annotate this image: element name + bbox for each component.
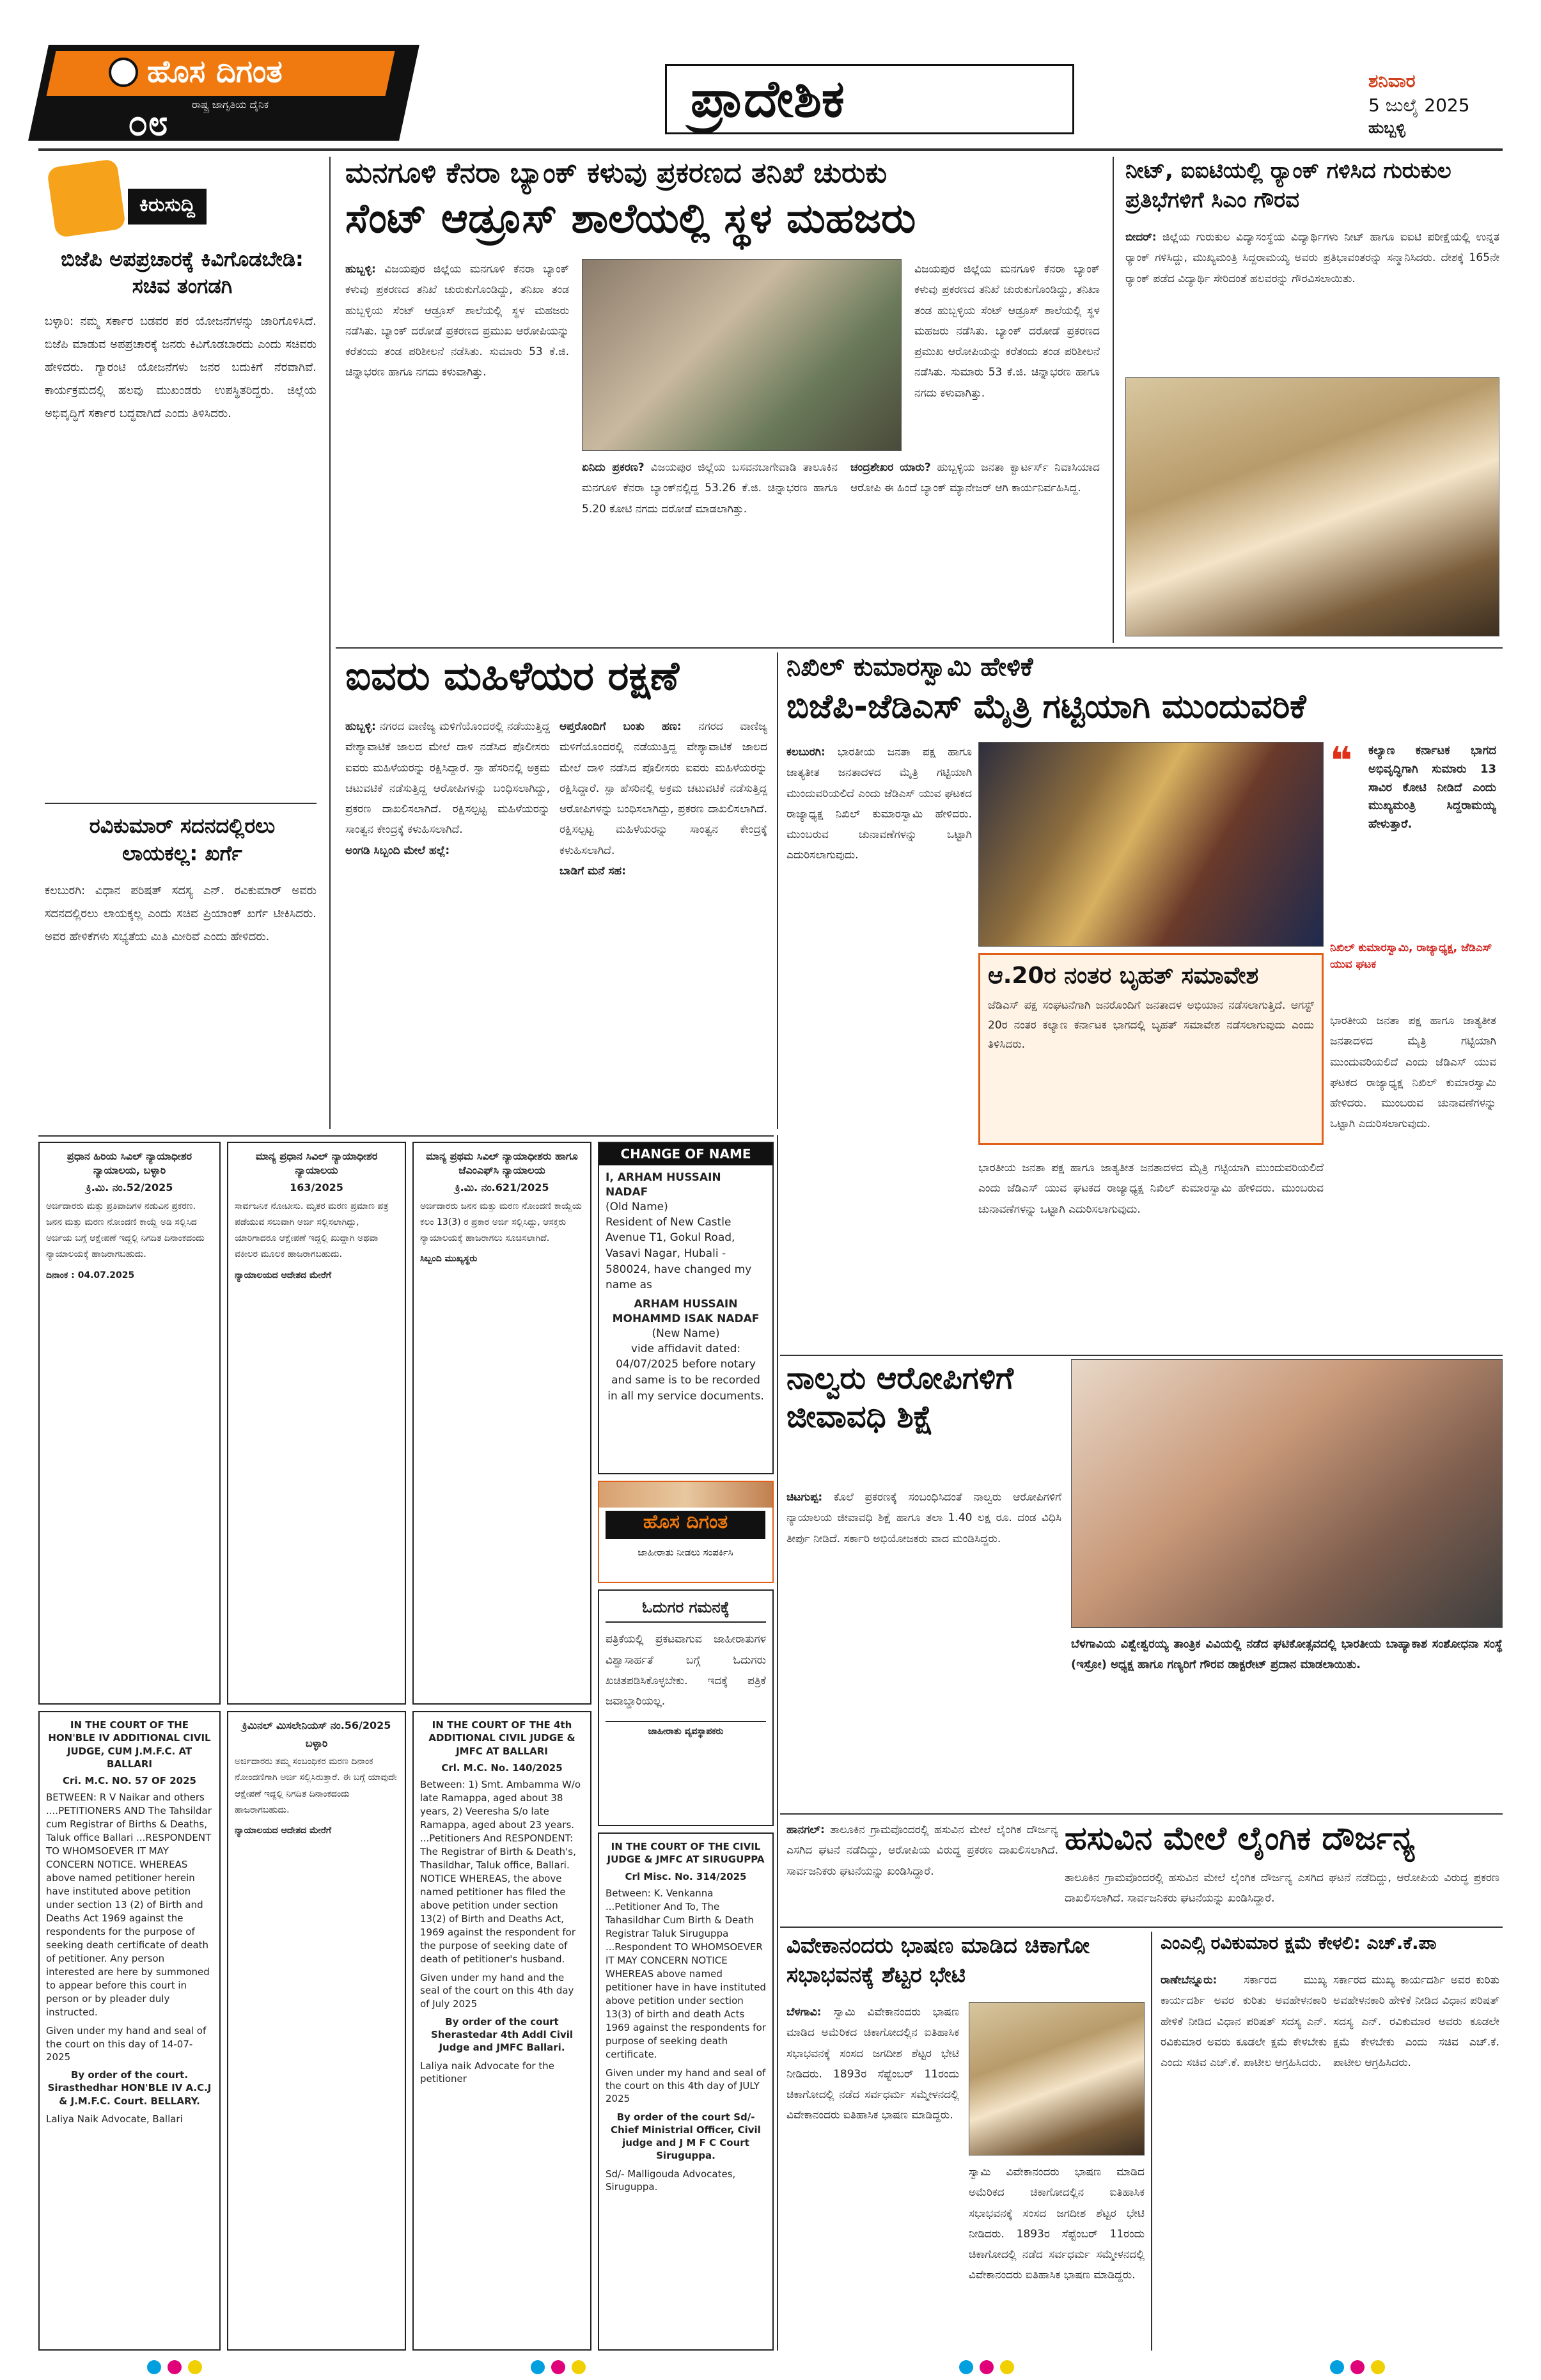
row-rule-3	[780, 1355, 1503, 1356]
kirusuddi-hand-icon	[47, 159, 126, 238]
ink-dot-cyan	[531, 2360, 545, 2374]
ink-dot-yellow	[572, 2360, 586, 2374]
cow-body-text: ತಾಲೂಕಿನ ಗ್ರಾಮವೊಂದರಲ್ಲಿ ಹಸುವಿನ ಮೇಲೆ ಲೈಂಗಿಕ ದೌರ್ಜನ್ಯ ಎಸಗಿದ ಘಟನೆ ನಡೆದಿದ್ದು, ಆರೋಪಿಯ ವಿರುದ್ಧ ಪ್ರಕರಣ ದಾಖಲಿಸಲಾಗಿದೆ. ಸಾರ್ವಜನಿಕರು ಘಟನೆಯನ್ನು ಖಂಡಿಸಿದ್ದಾರೆ.	[786, 1824, 1058, 1878]
vivek-body-col2: ಸ್ವಾಮಿ ವಿವೇಕಾನಂದರು ಭಾಷಣ ಮಾಡಿದ ಅಮೆರಿಕದ ಚಿಕಾಗೋದಲ್ಲಿನ ಐತಿಹಾಸಿಕ ಸಭಾಭವನಕ್ಕೆ ಸಂಸದ ಜಗದೀಶ ಶೆಟ್ಟರ ಭೇಟಿ ನೀಡಿದರು. 1893ರ ಸೆಪ್ಟೆಂಬರ್ 11ರಂದು ಚಿಕಾಗೋದಲ್ಲಿ ನಡೆದ ಸರ್ವಧರ್ಮ ಸಮ್ಮೇಳನದಲ್ಲಿ ವಿವೇಕಾನಂದರು ಐತಿಹಾಸಿಕ ಭಾಷಣ ಮಾಡಿದ್ದರು.	[969, 2166, 1145, 2282]
life-body	[786, 1487, 1061, 1801]
row-rule-1	[336, 647, 1503, 649]
belagavi-caption: ಬೆಳಗಾವಿಯ ವಿಶ್ವೇಶ್ವರಯ್ಯ ತಾಂತ್ರಿಕ ವಿವಿಯಲ್ಲಿ ನಡೆದ ಘಟಿಕೋತ್ಸವದಲ್ಲಿ ಭಾರತೀಯ ಬಾಹ್ಯಾಕಾಶ ಸಂಶೋಧನಾ ಸಂಸ್ಥೆ (ಇಸ್ರೋ) ಅಧ್ಯಕ್ಷ ಹಾಗೂ ಗಣ್ಯರಿಗೆ ಗೌರವ ಡಾಕ್ಟರೇಟ್ ಪ್ರದಾನ ಮಾಡಲಾಯಿತು.	[1071, 1637, 1503, 1672]
gamanakke-title: ಓದುಗರ ಗಮನಕ್ಕೆ	[606, 1597, 766, 1623]
notice-kan-1-title: ಪ್ರಧಾನ ಹಿರಿಯ ಸಿವಿಲ್ ನ್ಯಾಯಾಧೀಶರ ನ್ಯಾಯಾಲಯ, ಬಳ್ಳಾರಿ	[66, 1150, 192, 1176]
con-new-name: ARHAM HUSSAIN MOHAMMD ISAK NADAF	[612, 1298, 760, 1325]
col-rule-3	[777, 652, 778, 1129]
row-rule-2	[38, 1135, 774, 1137]
vivek-body	[786, 2002, 959, 2347]
kirusuddi-item1-title: ಬಿಜೆಪಿ ಅಪಪ್ರಚಾರಕ್ಕೆ ಕಿವಿಗೊಡಬೇಡಿ: ಸಚಿವ ತಂಗಡಗಿ	[61, 247, 304, 298]
ink-dot-cyan	[1330, 2360, 1344, 2374]
neet-body	[1125, 227, 1499, 368]
nikhil-body-col3: ಭಾರತೀಯ ಜನತಾ ಪಕ್ಷ ಹಾಗೂ ಜಾತ್ಯತೀತ ಜನತಾದಳದ ಮೈತ್ರಿ ಗಟ್ಟಿಯಾಗಿ ಮುಂದುವರಿಯಲಿದೆ ಎಂದು ಜೆಡಿಎಸ್ ಯುವ ಘಟಕದ ರಾಜ್ಯಾಧ್ಯಕ್ಷ ನಿಖಿಲ್ ಕುಮಾರಸ್ವಾಮಿ ಹೇಳಿದರು. ಮುಂಬರುವ ಚುನಾವಣೆಗಳನ್ನು ಒಟ್ಟಾಗಿ ಎದುರಿಸಲಾಗುವುದು.	[1330, 1014, 1496, 1131]
court-notice-1	[38, 1711, 221, 2351]
dateline-city: ಹುಬ್ಬಳ್ಳಿ	[1368, 119, 1405, 137]
court3-body: Between: K. Venkanna ...Petitioner And To, The Tahasildhar Cum Birth & Death Registrar Taluk Siruguppa ...Respondent TO WHOMSOEVER IT MAY CONCERN NOTICE WHEREAS above named petitioner have in have instituted above petition under section 13(3) of birth and death Acts 1969 against the respondents for purpose of seeking death certificate.	[606, 1887, 766, 2060]
kirusuddi-divider	[45, 803, 317, 804]
neet-body-text: ಜಿಲ್ಲೆಯ ಗುರುಕುಲ ವಿದ್ಯಾಸಂಸ್ಥೆಯ ವಿದ್ಯಾರ್ಥಿಗಳು ನೀಟ್ ಹಾಗೂ ಐಐಟಿ ಪರೀಕ್ಷೆಯಲ್ಲಿ ಉನ್ನತ ರ‍್ಯಾಂಕ್ ಗಳಿಸಿದ್ದು, ಮುಖ್ಯಮಂತ್ರಿ ಸಿದ್ದರಾಮಯ್ಯ ಅವರು ಪ್ರತಿಭಾವಂತರನ್ನು ಸನ್ಮಾನಿಸಿದರು. ದೇಶಕ್ಕೆ 165ನೇ ರ‍್ಯಾಂಕ್ ಪಡೆದ ವಿದ್ಯಾರ್ಥಿ ಸೇರಿದಂತೆ ಹಲವರನ್ನು ಗೌರವಿಸಲಾಯಿತು.	[1125, 231, 1499, 285]
court1-body: BETWEEN: R V Naikar and others ....PETITIONERS AND The Tahsildar cum Registrar of Births & Deaths, Taluk office Ballari ...RESPONDENT TO WHOMSOEVER IT MAY CONCERN NOTICE. WHEREAS above named petitioner herein have instituted above petition under section 13 (2) of Birth and Deaths Act 1969 against the respondents for the purpose of seeking death certificate of death of petitioner. Any person interested are here by summoned to appear before this court in person or by pleader duly instructed.	[46, 1792, 212, 2019]
notice-kan-3-no: ಕ್ರಿ.ಮಿ. ನಂ.621/2025	[455, 1181, 549, 1194]
vivek-story	[783, 1932, 1148, 2351]
masthead-rule	[38, 148, 1503, 151]
nikhil-kicker: ನಿಖಿಲ್ ಕುಮಾರಸ್ವಾಮಿ ಹೇಳಿಕೆ	[786, 652, 1033, 682]
con-body: Resident of New Castle Avenue T1, Gokul Road, Vasavi Nagar, Hubali - 580024, have changed my name as	[606, 1215, 752, 1292]
hosadiganta-ad-logo: ಹೊಸ ದಿಗಂತ	[606, 1511, 765, 1539]
court2-adv: Laliya naik Advocate for the petitioner	[420, 2060, 554, 2084]
ink-registration-right	[959, 2360, 1049, 2376]
ink-registration-mid	[531, 2360, 620, 2376]
gamanakke-ad	[598, 1589, 774, 1826]
lamp-icon	[109, 58, 138, 87]
notice-kan-2-no: 163/2025	[290, 1181, 343, 1194]
notice-kan-2-footer: ನ್ಯಾಯಾಲಯದ ಆದೇಶದ ಮೇರೆಗೆ	[235, 1270, 332, 1281]
court2-body: Between: 1) Smt. Ambamma W/o late Ramappa, aged about 38 years, 2) Veeresha S/o late Ramappa, aged about 23 years. ...Petitioners And RESPONDENT: The Registrar of Birth & Death's, Thasildhar, Taluk office, Ballari. NOTICE WHEREAS, the above named petitioner has filed the above petition under section 13(2) of Birth and Deaths Act, 1969 against the respondent for the purpose of seeking date of death of petitioner's husband.	[420, 1779, 581, 1965]
nikhil-box-body: ಜೆಡಿಎಸ್ ಪಕ್ಷ ಸಂಘಟನೆಗಾಗಿ ಜನರೊಂದಿಗೆ ಜನತಾದಳ ಅಭಿಯಾನ ನಡೆಸಲಾಗುತ್ತಿದೆ. ಆಗಸ್ಟ್ 20ರ ನಂತರ ಕಲ್ಯಾಣ ಕರ್ನಾಟಕ ಭಾಗದಲ್ಲಿ ಬೃಹತ್ ಸಮಾವೇಶ ನಡೆಸಲಾಗುವುದು ಎಂದು ತಿಳಿಸಿದರು.	[988, 999, 1314, 1052]
rescue-body-text-2: ನಗರದ ವಾಣಿಜ್ಯ ಮಳಿಗೆಯೊಂದರಲ್ಲಿ ನಡೆಯುತ್ತಿದ್ದ ವೇಶ್ಯಾವಾಟಿಕೆ ಜಾಲದ ಮೇಲೆ ದಾಳಿ ನಡೆಸಿದ ಪೊಲೀಸರು ಐವರು ಮಹಿಳೆಯರನ್ನು ರಕ್ಷಿಸಿದ್ದಾರೆ. ಸ್ಪಾ ಹೆಸರಿನಲ್ಲಿ ಅಕ್ರಮ ಚಟುವಟಿಕೆ ನಡೆಸುತ್ತಿದ್ದ ಆರೋಪಿಗಳನ್ನು ಬಂಧಿಸಲಾಗಿದ್ದು, ಪ್ರಕರಣ ದಾಖಲಿಸಲಾಗಿದೆ. ರಕ್ಷಿಸಲ್ಪಟ್ಟ ಮಹಿಳೆಯರನ್ನು ಸಾಂತ್ವನ ಕೇಂದ್ರಕ್ಕೆ ಕಳುಹಿಸಲಾಗಿದೆ.	[559, 720, 767, 857]
vivek-photo	[969, 2002, 1145, 2155]
mla-story	[1157, 1932, 1503, 2351]
nikhil-body	[786, 742, 972, 1343]
nikhil-quote: ಕಲ್ಯಾಣ ಕರ್ನಾಟಕ ಭಾಗದ ಅಭಿವೃದ್ಧಿಗಾಗಿ ಸುಮಾರು 13 ಸಾವಿರ ಕೋಟಿ ನೀಡಿದೆ ಎಂದು ಮುಖ್ಯಮಂತ್ರಿ ಸಿದ್ದರಾಮಯ್ಯ ಹೇಳುತ್ತಾರೆ.	[1368, 744, 1496, 831]
court1-misc: Cri. M.C. NO. 57 OF 2025	[63, 1775, 196, 1786]
rescue-headline: ಐವರು ಮಹಿಳೆಯರ ರಕ್ಷಣೆ	[345, 652, 680, 699]
belagavi-photo	[1071, 1359, 1503, 1628]
bank-headline: ಸೆಂಟ್ ಆಡ್ರೂಸ್ ಶಾಲೆಯಲ್ಲಿ ಸ್ಥಳ ಮಹಜರು	[345, 195, 916, 242]
notice-kan-1-footer: ದಿನಾಂಕ : 04.07.2025	[46, 1270, 135, 1281]
hosadiganta-ad	[598, 1481, 774, 1583]
cow-headline: ಹಸುವಿನ ಮೇಲೆ ಲೈಂಗಿಕ ದೌರ್ಜನ್ಯ	[1065, 1820, 1415, 1857]
kirusuddi-item2-body: ಕಲಬುರಗಿ: ವಿಧಾನ ಪರಿಷತ್ ಸದಸ್ಯ ಎನ್. ರವಿಕುಮಾರ್ ಅವರು ಸದನದಲ್ಲಿರಲು ಲಾಯಕ್ಕಲ್ಲ ಎಂದು ಸಚಿವ ಪ್ರಿಯಾಂಕ್ ಖರ್ಗೆ ಟೀಕಿಸಿದರು. ಅವರ ಹೇಳಿಕೆಗಳು ಸಭ್ಯತೆಯ ಮಿತಿ ಮೀರಿವೆ ಎಂದು ಹೇಳಿದರು.	[45, 884, 317, 943]
notice-kan-4-title: ಕ್ರಿಮಿನಲ್ ಮಿಸಲೇನಿಯಸ್ ನಂ.56/2025	[242, 1719, 391, 1731]
rescue-sub3: ಅಂಗಡಿ ಸಿಬ್ಬಂದಿ ಮೇಲೆ ಹಲ್ಲೆ:	[345, 844, 450, 857]
row-rule-5	[780, 1927, 1503, 1928]
kirusuddi-item1-body: ಬಳ್ಳಾರಿ: ನಮ್ಮ ಸರ್ಕಾರ ಬಡವರ ಪರ ಯೋಜನೆಗಳನ್ನು ಜಾರಿಗೊಳಿಸಿದೆ. ಬಿಜೆಪಿ ಮಾಡುವ ಅಪಪ್ರಚಾರಕ್ಕೆ ಜನರು ಕಿವಿಗೊಡಬಾರದು ಎಂದು ಸಚಿವರು ಹೇಳಿದರು. ಗ್ಯಾರಂಟಿ ಯೋಜನೆಗಳು ಜನರ ಬದುಕಿಗೆ ನೆರವಾಗಿವೆ. ಕಾರ್ಯಕ್ರಮದಲ್ಲಿ ಹಲವು ಮುಖಂಡರು ಉಪಸ್ಥಿತರಿದ್ದರು. ಜಿಲ್ಲೆಯ ಅಭಿವೃದ್ಧಿಗೆ ಸರ್ಕಾರ ಬದ್ಧವಾಗಿದೆ ಎಂದು ತಿಳಿಸಿದರು.	[45, 315, 317, 420]
court3-title: IN THE COURT OF THE CIVIL JUDGE & JMFC AT SIRUGUPPA	[607, 1841, 765, 1866]
court2-order: By order of the court Sherastedar 4th Addl Civil Judge and JMFC Ballari.	[430, 2015, 574, 2054]
notice-kan-4-body: ಅರ್ಜಿದಾರರು ತಮ್ಮ ಸಂಬಂಧಿಕರ ಮರಣ ದಿನಾಂಕ ನೋಂದಣಿಗಾಗಿ ಅರ್ಜಿ ಸಲ್ಲಿಸಿರುತ್ತಾರೆ. ಈ ಬಗ್ಗೆ ಯಾವುದೇ ಆಕ್ಷೇಪಣೆ ಇದ್ದಲ್ಲಿ ನಿಗದಿತ ದಿನಾಂಕದಂದು ಹಾಜರಾಗಬಹುದು.	[235, 1756, 397, 1815]
ink-dot-cyan	[147, 2360, 161, 2374]
ink-dot-magenta	[168, 2360, 182, 2374]
dateline-date: 5 ಜುಲೈ 2025	[1368, 95, 1470, 116]
ink-dot-yellow	[1371, 2360, 1385, 2374]
ink-dot-magenta	[551, 2360, 565, 2374]
ink-dot-magenta	[1350, 2360, 1365, 2374]
bank-body	[345, 259, 569, 636]
notice-kan-1-body: ಅರ್ಜಿದಾರರು ಮತ್ತು ಪ್ರತಿವಾದಿಗಳ ನಡುವಿನ ಪ್ರಕರಣ. ಜನನ ಮತ್ತು ಮರಣ ನೋಂದಣಿ ಕಾಯ್ದೆ ಅಡಿ ಸಲ್ಲಿಸಿದ ಅರ್ಜಿಯ ಬಗ್ಗೆ ಆಕ್ಷೇಪಣೆ ಇದ್ದಲ್ಲಿ ನಿಗದಿತ ದಿನಾಂಕದಂದು ನ್ಯಾಯಾಲಯಕ್ಕೆ ಹಾಜರಾಗಬಹುದು.	[46, 1201, 205, 1260]
court3-misc: Crl Misc. No. 314/2025	[625, 1870, 747, 1882]
kirusuddi-badge: ಕಿರುಸುದ್ದಿ	[128, 189, 207, 225]
dateline-day: ಶನಿವಾರ	[1368, 70, 1416, 91]
section-title: ಪ್ರಾದೇಶಿಕ	[691, 69, 845, 129]
neet-photo	[1125, 377, 1499, 636]
bank-sub2-body: ಹುಬ್ಬಳ್ಳಿಯ ಜನತಾ ಕ್ವಾರ್ಟರ್ಸ್ ನಿವಾಸಿಯಾದ ಆರೋಪಿ ಈ ಹಿಂದೆ ಬ್ಯಾಂಕ್ ಮ್ಯಾನೇಜರ್ ಆಗಿ ಕಾರ್ಯನಿರ್ವಹಿಸಿದ್ದ.	[850, 461, 1100, 495]
vivek-dateline: ಬೆಳಗಾವಿ:	[786, 2006, 822, 2019]
life-headline: ನಾಲ್ವರು ಆರೋಪಿಗಳಿಗೆ ಜೀವಾವಧಿ ಶಿಕ್ಷೆ	[786, 1360, 1013, 1435]
neet-story	[1122, 157, 1503, 643]
con-old-name: I, ARHAM HUSSAIN NADAF	[606, 1171, 721, 1199]
bank-sub2-title: ಚಂದ್ರಶೇಖರ ಯಾರು?	[850, 461, 931, 474]
notice-kan-3	[412, 1142, 591, 1705]
cow-body	[786, 1820, 1058, 1919]
ink-dot-cyan	[959, 2360, 973, 2374]
rescue-sub2: ಬಾಡಿಗೆ ಮನೆ ಸಹ:	[559, 865, 626, 878]
notice-kan-2-body: ಸಾರ್ವಜನಿಕ ನೋಟೀಸು. ಮೃತರ ಮರಣ ಪ್ರಮಾಣ ಪತ್ರ ಪಡೆಯುವ ಸಲುವಾಗಿ ಅರ್ಜಿ ಸಲ್ಲಿಸಲಾಗಿದ್ದು, ಯಾರಿಗಾದರೂ ಆಕ್ಷೇಪಣೆ ಇದ್ದಲ್ಲಿ ಖುದ್ದಾಗಿ ಅಥವಾ ವಕೀಲರ ಮೂಲಕ ಹಾಜರಾಗಬಹುದು.	[235, 1201, 389, 1260]
court1-title: IN THE COURT OF THE HON'BLE IV ADDITIONAL CIVIL JUDGE, CUM J.M.F.C. AT BALLARI	[48, 1719, 211, 1770]
nikhil-quote-box	[1330, 739, 1496, 998]
rescue-sub1: ಆಪ್ತರೊಂದಿಗೆ ಬಂತು ಹಣ:	[559, 720, 682, 733]
mla-body-col2: ಸರ್ಕಾರದ ಮುಖ್ಯ ಕಾರ್ಯದರ್ಶಿ ಅವರ ಕುರಿತು ಅವಹೇಳನಕಾರಿ ಹೇಳಿಕೆ ನೀಡಿದ ವಿಧಾನ ಪರಿಷತ್ ಸದಸ್ಯ ಎನ್. ರವಿಕುಮಾರ ಅವರು ಕೂಡಲೇ ಕ್ಷಮೆ ಕೇಳಬೇಕು ಎಂದು ಸಚಿವ ಎಚ್.ಕೆ. ಪಾಟೀಲ ಆಗ್ರಹಿಸಿದರು.	[1333, 1974, 1499, 2070]
ink-dot-yellow	[188, 2360, 202, 2374]
ink-registration-far	[1330, 2360, 1420, 2376]
life-dateline: ಚಿಟಗುಪ್ಪ:	[786, 1491, 823, 1504]
notice-kan-4-no: ಬಳ್ಳಾರಿ	[305, 1737, 328, 1749]
gamanakke-body: ಪತ್ರಿಕೆಯಲ್ಲಿ ಪ್ರಕಟವಾಗುವ ಜಾಹೀರಾತುಗಳ ವಿಶ್ವಾಸಾರ್ಹತೆ ಬಗ್ಗೆ ಓದುಗರು ಖಚಿತಪಡಿಸಿಕೊಳ್ಳಬೇಕು. ಇದಕ್ಕೆ ಪತ್ರಿಕೆ ಜವಾಬ್ದಾರಿಯಲ್ಲ.	[606, 1633, 766, 1708]
court2-given: Given under my hand and the seal of the court on this 4th day of July 2025	[420, 1972, 574, 2010]
rescue-dateline: ಹುಬ್ಬಳ್ಳಿ:	[345, 720, 376, 733]
court3-adv: Sd/- Malligouda Advocates, Siruguppa.	[606, 2168, 736, 2193]
change-of-name-ad	[598, 1142, 774, 1474]
notice-kan-2	[227, 1142, 406, 1705]
ink-dot-magenta	[980, 2360, 994, 2374]
court3-order: By order of the court Sd/- Chief Ministrial Officer, Civil judge and J M F C Court Siruguppa.	[611, 2111, 761, 2162]
kirusuddi-column	[38, 157, 323, 1129]
vivek-headline: ವಿವೇಕಾನಂದರು ಭಾಷಣ ಮಾಡಿದ ಚಿಕಾಗೋ ಸಭಾಭವನಕ್ಕೆ ಶೆಟ್ಟರ ಭೇಟಿ	[786, 1933, 1090, 1988]
bank-story	[339, 157, 1106, 643]
notice-kan-1-no: ಕ್ರಿ.ಮಿ. ನಂ.52/2025	[86, 1181, 173, 1194]
hosadiganta-ad-photo	[599, 1482, 772, 1508]
cow-story	[783, 1820, 1503, 1922]
bank-dateline: ಹುಬ್ಬಳ್ಳಿ:	[345, 263, 376, 276]
row-rule-4	[780, 1813, 1503, 1815]
bank-photo	[582, 259, 902, 451]
cow-dateline: ಹಾನಗಲ್:	[786, 1824, 825, 1836]
mla-headline: ಎಂಎಲ್ಸಿ ರವಿಕುಮಾರ ಕ್ಷಮೆ ಕೇಳಲಿ: ಎಚ್.ಕೆ.ಪಾ	[1161, 1932, 1437, 1953]
court-notice-3	[598, 1832, 774, 2351]
bank-body-text: ವಿಜಯಪುರ ಜಿಲ್ಲೆಯ ಮನಗೂಳಿ ಕೆನರಾ ಬ್ಯಾಂಕ್ ಕಳುವು ಪ್ರಕರಣದ ತನಿಖೆ ಚುರುಕುಗೊಂಡಿದ್ದು, ತನಿಖಾ ತಂಡ ಹುಬ್ಬಳ್ಳಿಯ ಸೆಂಟ್ ಆಡ್ರೂಸ್ ಶಾಲೆಯಲ್ಲಿ ಸ್ಥಳ ಮಹಜರು ನಡೆಸಿತು. ಬ್ಯಾಂಕ್ ದರೋಡೆ ಪ್ರಕರಣದ ಪ್ರಮುಖ ಆರೋಪಿಯನ್ನು ಕರೆತಂದು ತಂಡ ಪರಿಶೀಲನೆ ನಡೆಸಿತು. ಸುಮಾರು 53 ಕೆ.ಜಿ. ಚಿನ್ನಾಭರಣ ಹಾಗೂ ನಗದು ಕಳುವಾಗಿತ್ತು.	[345, 263, 569, 379]
court1-order: By order of the court. Sirasthedhar HON'BLE IV A.C.J & J.M.F.C. Court. BELLARY.	[47, 2069, 212, 2107]
nikhil-quote-author: ನಿಖಿಲ್ ಕುಮಾರಸ್ವಾಮಿ, ರಾಜ್ಯಾಧ್ಯಕ್ಷ, ಜೆಡಿಎಸ್ ಯುವ ಘಟಕ	[1330, 942, 1492, 971]
bank-sub-body: ವಿಜಯಪುರ ಜಿಲ್ಲೆಯ ಬಸವನಬಾಗೇವಾಡಿ ತಾಲೂಕಿನ ಮನಗೂಳಿ ಕೆನರಾ ಬ್ಯಾಂಕ್‌ನಲ್ಲಿದ್ದ 53.26 ಕೆ.ಜಿ. ಚಿನ್ನಾಭರಣ ಹಾಗೂ 5.20 ಕೋಟಿ ನಗದು ದರೋಡೆ ಮಾಡಲಾಗಿತ್ತು.	[582, 461, 838, 516]
rescue-body-text: ನಗರದ ವಾಣಿಜ್ಯ ಮಳಿಗೆಯೊಂದರಲ್ಲಿ ನಡೆಯುತ್ತಿದ್ದ ವೇಶ್ಯಾವಾಟಿಕೆ ಜಾಲದ ಮೇಲೆ ದಾಳಿ ನಡೆಸಿದ ಪೊಲೀಸರು ಐವರು ಮಹಿಳೆಯರನ್ನು ರಕ್ಷಿಸಿದ್ದಾರೆ. ಸ್ಪಾ ಹೆಸರಿನಲ್ಲಿ ಅಕ್ರಮ ಚಟುವಟಿಕೆ ನಡೆಸುತ್ತಿದ್ದ ಆರೋಪಿಗಳನ್ನು ಬಂಧಿಸಲಾಗಿದ್ದು, ಪ್ರಕರಣ ದಾಖಲಿಸಲಾಗಿದೆ. ರಕ್ಷಿಸಲ್ಪಟ್ಟ ಮಹಿಳೆಯರನ್ನು ಸಾಂತ್ವನ ಕೇಂದ್ರಕ್ಕೆ ಕಳುಹಿಸಲಾಗಿದೆ.	[345, 720, 550, 837]
quote-icon: ❝	[1330, 739, 1353, 784]
nikhil-headline: ಬಿಜೆಪಿ-ಜೆಡಿಎಸ್ ಮೈತ್ರಿ ಗಟ್ಟಿಯಾಗಿ ಮುಂದುವರಿಕೆ	[786, 688, 1306, 726]
con-old-label: (Old Name)	[606, 1200, 668, 1213]
notice-kan-3-footer: ಸಿಬ್ಬಂದಿ ಮುಖ್ಯಸ್ಥರು	[420, 1254, 478, 1265]
court2-misc: Crl. M.C. No. 140/2025	[441, 1761, 563, 1774]
notice-kan-3-body: ಅರ್ಜಿದಾರರು ಜನನ ಮತ್ತು ಮರಣ ನೋಂದಣಿ ಕಾಯ್ದೆಯ ಕಲಂ 13(3) ರ ಪ್ರಕಾರ ಅರ್ಜಿ ಸಲ್ಲಿಸಿದ್ದು, ಆಸಕ್ತರು ನ್ಯಾಯಾಲಯಕ್ಕೆ ಹಾಜರಾಗಲು ಸೂಚಿಸಲಾಗಿದೆ.	[420, 1201, 582, 1244]
bank-body-col4: ವಿಜಯಪುರ ಜಿಲ್ಲೆಯ ಮನಗೂಳಿ ಕೆನರಾ ಬ್ಯಾಂಕ್ ಕಳುವು ಪ್ರಕರಣದ ತನಿಖೆ ಚುರುಕುಗೊಂಡಿದ್ದು, ತನಿಖಾ ತಂಡ ಹುಬ್ಬಳ್ಳಿಯ ಸೆಂಟ್ ಆಡ್ರೂಸ್ ಶಾಲೆಯಲ್ಲಿ ಸ್ಥಳ ಮಹಜರು ನಡೆಸಿತು. ಬ್ಯಾಂಕ್ ದರೋಡೆ ಪ್ರಕರಣದ ಪ್ರಮುಖ ಆರೋಪಿಯನ್ನು ಕರೆತಂದು ತಂಡ ಪರಿಶೀಲನೆ ನಡೆಸಿತು. ಸುಮಾರು 53 ಕೆ.ಜಿ. ಚಿನ್ನಾಭರಣ ಹಾಗೂ ನಗದು ಕಳುವಾಗಿತ್ತು.	[914, 263, 1100, 400]
notice-kan-3-title: ಮಾನ್ಯ ಪ್ರಥಮ ಸಿವಿಲ್ ನ್ಯಾಯಾಧೀಶರು ಹಾಗೂ ಜೆಎಂಎಫ್‌ಸಿ ನ್ಯಾಯಾಲಯ	[426, 1150, 578, 1176]
life-body-text: ಕೊಲೆ ಪ್ರಕರಣಕ್ಕೆ ಸಂಬಂಧಿಸಿದಂತೆ ನಾಲ್ವರು ಆರೋಪಿಗಳಿಗೆ ನ್ಯಾಯಾಲಯ ಜೀವಾವಧಿ ಶಿಕ್ಷೆ ಹಾಗೂ ತಲಾ 1.40 ಲಕ್ಷ ರೂ. ದಂಡ ವಿಧಿಸಿ ತೀರ್ಪು ನೀಡಿದೆ. ಸರ್ಕಾರಿ ಅಭಿಯೋಜಕರು ವಾದ ಮಂಡಿಸಿದ್ದರು.	[786, 1491, 1061, 1545]
neet-headline: ನೀಟ್, ಐಐಟಿಯಲ್ಲಿ ರ‍್ಯಾಂಕ್ ಗಳಿಸಿದ ಗುರುಕುಲ ಪ್ರತಿಭೆಗಳಿಗೆ ಸಿಎಂ ಗೌರವ	[1125, 158, 1451, 213]
bank-kicker: ಮನಗೂಳಿ ಕೆನರಾ ಬ್ಯಾಂಕ್ ಕಳುವು ಪ್ರಕರಣದ ತನಿಖೆ ಚುರುಕು	[345, 157, 888, 189]
rescue-story	[339, 652, 774, 1129]
notice-kan-4	[227, 1711, 406, 2351]
bank-body-col2	[582, 457, 838, 636]
life-story	[783, 1359, 1065, 1807]
nikhil-box-title: ಆ.20ರ ನಂತರ ಬೃಹತ್ ಸಮಾವೇಶ	[988, 963, 1259, 989]
court-notice-2	[412, 1711, 591, 2351]
cow-body-col2: ತಾಲೂಕಿನ ಗ್ರಾಮವೊಂದರಲ್ಲಿ ಹಸುವಿನ ಮೇಲೆ ಲೈಂಗಿಕ ದೌರ್ಜನ್ಯ ಎಸಗಿದ ಘಟನೆ ನಡೆದಿದ್ದು, ಆರೋಪಿಯ ವಿರುದ್ಧ ಪ್ರಕರಣ ದಾಖಲಿಸಲಾಗಿದೆ. ಸಾರ್ವಜನಿಕರು ಘಟನೆಯನ್ನು ಖಂಡಿಸಿದ್ದಾರೆ.	[1065, 1872, 1499, 1905]
notice-kan-2-title: ಮಾನ್ಯ ಪ್ರಧಾನ ಸಿವಿಲ್ ನ್ಯಾಯಾಧೀಶರ ನ್ಯಾಯಾಲಯ	[255, 1150, 378, 1176]
bank-sub-title: ಏನಿದು ಪ್ರಕರಣ?	[582, 461, 645, 474]
gamanakke-footer: ಜಾಹೀರಾತು ವ್ಯವಸ್ಥಾಪಕರು	[606, 1721, 766, 1738]
nikhil-body-text: ಭಾರತೀಯ ಜನತಾ ಪಕ್ಷ ಹಾಗೂ ಜಾತ್ಯತೀತ ಜನತಾದಳದ ಮೈತ್ರಿ ಗಟ್ಟಿಯಾಗಿ ಮುಂದುವರಿಯಲಿದೆ ಎಂದು ಜೆಡಿಎಸ್ ಯುವ ಘಟಕದ ರಾಜ್ಯಾಧ್ಯಕ್ಷ ನಿಖಿಲ್ ಕುಮಾರಸ್ವಾಮಿ ಹೇಳಿದರು. ಮುಂಬರುವ ಚುನಾವಣೆಗಳನ್ನು ಒಟ್ಟಾಗಿ ಎದುರಿಸಲಾಗುವುದು.	[786, 746, 972, 862]
bank-body-col3	[850, 457, 1100, 636]
con-new-label: (New Name)	[652, 1327, 720, 1340]
court1-given: Given under my hand and seal of the court on this day of 14-07-2025	[46, 2025, 207, 2063]
col-rule-5	[1151, 1932, 1152, 2351]
vivek-body-text: ಸ್ವಾಮಿ ವಿವೇಕಾನಂದರು ಭಾಷಣ ಮಾಡಿದ ಅಮೆರಿಕದ ಚಿಕಾಗೋದಲ್ಲಿನ ಐತಿಹಾಸಿಕ ಸಭಾಭವನಕ್ಕೆ ಸಂಸದ ಜಗದೀಶ ಶೆಟ್ಟರ ಭೇಟಿ ನೀಡಿದರು. 1893ರ ಸೆಪ್ಟೆಂಬರ್ 11ರಂದು ಚಿಕಾಗೋದಲ್ಲಿ ನಡೆದ ಸರ್ವಧರ್ಮ ಸಮ್ಮೇಳನದಲ್ಲಿ ವಿವೇಕಾನಂದರು ಐತಿಹಾಸಿಕ ಭಾಷಣ ಮಾಡಿದ್ದರು.	[786, 2006, 959, 2122]
rescue-body	[345, 716, 550, 1126]
neet-dateline: ಬೀದರ್:	[1125, 231, 1157, 244]
page-number: ೦೮	[128, 102, 168, 144]
court2-title: IN THE COURT OF THE 4th ADDITIONAL CIVIL JUDGE & JMFC AT BALLARI	[428, 1719, 575, 1757]
col-rule-2	[1113, 157, 1114, 643]
rescue-body-col2	[559, 716, 767, 1126]
ink-registration-left	[147, 2360, 237, 2376]
nikhil-photo	[978, 742, 1324, 947]
col-rule-4	[777, 1135, 778, 2351]
mla-dateline: ರಾಣೇಬೆನ್ನೂರು:	[1161, 1974, 1217, 1987]
col-rule-1	[329, 157, 331, 1129]
nikhil-body-col2: ಭಾರತೀಯ ಜನತಾ ಪಕ್ಷ ಹಾಗೂ ಜಾತ್ಯತೀತ ಜನತಾದಳದ ಮೈತ್ರಿ ಗಟ್ಟಿಯಾಗಿ ಮುಂದುವರಿಯಲಿದೆ ಎಂದು ಜೆಡಿಎಸ್ ಯುವ ಘಟಕದ ರಾಜ್ಯಾಧ್ಯಕ್ಷ ನಿಖಿಲ್ ಕುಮಾರಸ್ವಾಮಿ ಹೇಳಿದರು. ಮುಂಬರುವ ಚುನಾವಣೆಗಳನ್ನು ಒಟ್ಟಾಗಿ ಎದುರಿಸಲಾಗುವುದು.	[978, 1162, 1324, 1216]
logo-text: ಹೊಸ ದಿಗಂತ	[147, 54, 283, 90]
logo-tagline: ರಾಷ್ಟ್ರ ಜಾಗೃತಿಯ ದೈನಿಕ	[192, 99, 269, 111]
masthead	[38, 38, 1503, 147]
court3-given: Given under my hand and seal of the court on this 4th day of JULY 2025	[606, 2067, 766, 2105]
notice-kan-4-footer: ನ್ಯಾಯಾಲಯದ ಆದೇಶದ ಮೇರೆಗೆ	[235, 1825, 332, 1836]
mla-body	[1161, 1970, 1327, 2347]
ink-dot-yellow	[1000, 2360, 1014, 2374]
kirusuddi-item2-title: ರವಿಕುಮಾರ್ ಸದನದಲ್ಲಿರಲು ಲಾಯಕಲ್ಲ: ಖರ್ಗೆ	[89, 814, 276, 866]
nikhil-dateline: ಕಲಬುರಗಿ:	[786, 746, 825, 759]
court1-adv: Laliya Naik Advocate, Ballari	[46, 2113, 183, 2125]
hosadiganta-ad-sub: ಜಾಹೀರಾತು ನೀಡಲು ಸಂಪರ್ಕಿಸಿ	[638, 1547, 733, 1558]
mla-body-text: ಸರ್ಕಾರದ ಮುಖ್ಯ ಕಾರ್ಯದರ್ಶಿ ಅವರ ಕುರಿತು ಅವಹೇಳನಕಾರಿ ಹೇಳಿಕೆ ನೀಡಿದ ವಿಧಾನ ಪರಿಷತ್ ಸದಸ್ಯ ಎನ್. ರವಿಕುಮಾರ ಅವರು ಕೂಡಲೇ ಕ್ಷಮೆ ಕೇಳಬೇಕು ಎಂದು ಸಚಿವ ಎಚ್.ಕೆ. ಪಾಟೀಲ ಆಗ್ರಹಿಸಿದರು.	[1161, 1974, 1327, 2070]
con-footer: vide affidavit dated: 04/07/2025 before notary and same is to be recorded in all my service documents.	[607, 1342, 764, 1403]
con-title: CHANGE OF NAME	[599, 1143, 772, 1165]
nikhil-inset-box	[978, 953, 1324, 1145]
nikhil-story	[783, 652, 1503, 1350]
notice-kan-1	[38, 1142, 221, 1705]
